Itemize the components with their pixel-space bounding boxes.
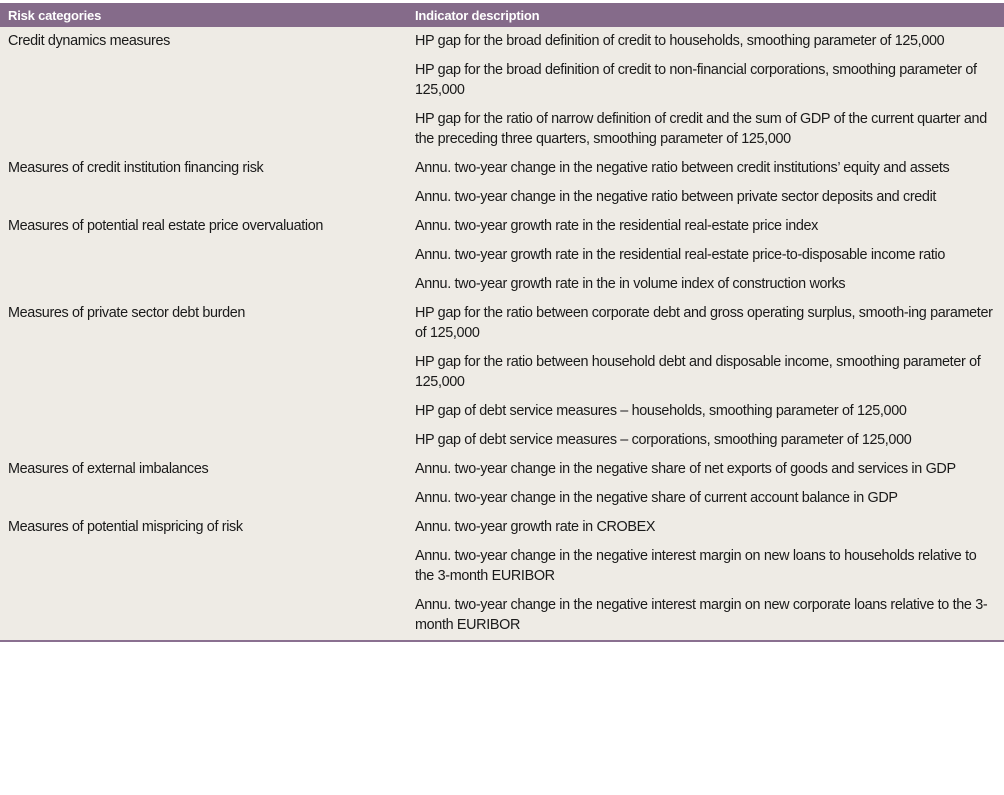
risk-category-cell <box>0 513 408 542</box>
indicators-table <box>0 3 1004 640</box>
risk-category-label: Measures of private sector debt burden <box>8 305 246 321</box>
empty-category-cell <box>0 484 408 513</box>
empty-category-cell <box>0 183 408 212</box>
indicator-description-cell: HP gap for the broad definition of credit to households, smoothing parameter of 125,000 <box>415 33 945 49</box>
table-row <box>0 154 1004 183</box>
empty-category-cell <box>0 348 408 397</box>
risk-category-label: Measures of external imbalances <box>8 461 209 477</box>
table-row <box>0 397 1004 426</box>
risk-category-cell <box>0 154 408 183</box>
indicator-description-cell: Annu. two-year growth rate in the in volume index of construction works <box>415 276 846 292</box>
risk-category-cell <box>0 299 408 348</box>
indicator-description-cell: Annu. two-year growth rate in CROBEX <box>415 519 656 535</box>
table-row <box>0 241 1004 270</box>
risk-category-label: Measures of credit institution financing risk <box>8 160 264 176</box>
table-row <box>0 56 1004 105</box>
risk-category-label: Measures of potential mispricing of risk <box>8 519 243 535</box>
risk-indicators-table <box>0 3 1004 642</box>
table-row <box>0 183 1004 212</box>
indicator-description-cell: Annu. two-year change in the negative ratio between credit institutions’ equity and assets <box>415 160 950 176</box>
table-row <box>0 455 1004 484</box>
empty-category-cell <box>0 397 408 426</box>
table-header <box>0 3 1004 27</box>
indicator-description-cell: HP gap for the ratio between household debt and disposable income, smoothing parameter of 125,000 <box>415 354 981 390</box>
indicator-description-cell: Annu. two-year change in the negative share of net exports of goods and services in GDP <box>415 461 956 477</box>
indicator-description-cell: Annu. two-year change in the negative interest margin on new loans to households relative to the 3-month EURIBOR <box>415 548 977 584</box>
table-row <box>0 27 1004 56</box>
empty-category-cell <box>0 542 408 591</box>
indicator-description-cell: HP gap for the ratio of narrow definition of credit and the sum of GDP of the current quarter and the preceding three quarters, smoothing parameter of 125,000 <box>415 111 987 147</box>
risk-category-cell <box>0 27 408 56</box>
header-risk-categories: Risk categories <box>0 3 408 27</box>
table-row <box>0 484 1004 513</box>
indicator-description-cell: HP gap of debt service measures – corporations, smoothing parameter of 125,000 <box>415 432 912 448</box>
table-row <box>0 270 1004 299</box>
table-row <box>0 513 1004 542</box>
indicator-description-cell: HP gap of debt service measures – households, smoothing parameter of 125,000 <box>415 403 907 419</box>
empty-category-cell <box>0 270 408 299</box>
table-row <box>0 299 1004 348</box>
indicator-description-cell: Annu. two-year change in the negative interest margin on new corporate loans relative to the 3-month EURIBOR <box>415 597 988 633</box>
empty-category-cell <box>0 56 408 105</box>
table-row <box>0 348 1004 397</box>
risk-category-cell <box>0 212 408 241</box>
table-row <box>0 105 1004 154</box>
header-row <box>0 3 1004 27</box>
empty-category-cell <box>0 241 408 270</box>
indicator-description-cell: Annu. two-year change in the negative share of current account balance in GDP <box>415 490 898 506</box>
risk-category-label: Credit dynamics measures <box>8 33 170 49</box>
table-row <box>0 212 1004 241</box>
indicator-description-cell: HP gap for the ratio between corporate debt and gross operating surplus, smooth-ing parameter of 125,000 <box>415 305 993 341</box>
empty-category-cell <box>0 105 408 154</box>
risk-category-label: Measures of potential real estate price overvaluation <box>8 218 324 234</box>
indicator-description-cell: Annu. two-year growth rate in the residential real-estate price-to-disposable income ratio <box>415 247 946 263</box>
empty-category-cell <box>0 591 408 640</box>
table-row <box>0 591 1004 640</box>
indicator-description-cell: Annu. two-year change in the negative ratio between private sector deposits and credit <box>415 189 937 205</box>
indicator-description-cell: HP gap for the broad definition of credit to non-financial corporations, smoothing parameter of 125,000 <box>415 62 977 98</box>
empty-category-cell <box>0 426 408 455</box>
header-indicator-description: Indicator description <box>408 3 1004 27</box>
indicator-description-cell: Annu. two-year growth rate in the residential real-estate price index <box>415 218 818 234</box>
table-body <box>0 27 1004 640</box>
table-row <box>0 426 1004 455</box>
table-row <box>0 542 1004 591</box>
risk-category-cell <box>0 455 408 484</box>
